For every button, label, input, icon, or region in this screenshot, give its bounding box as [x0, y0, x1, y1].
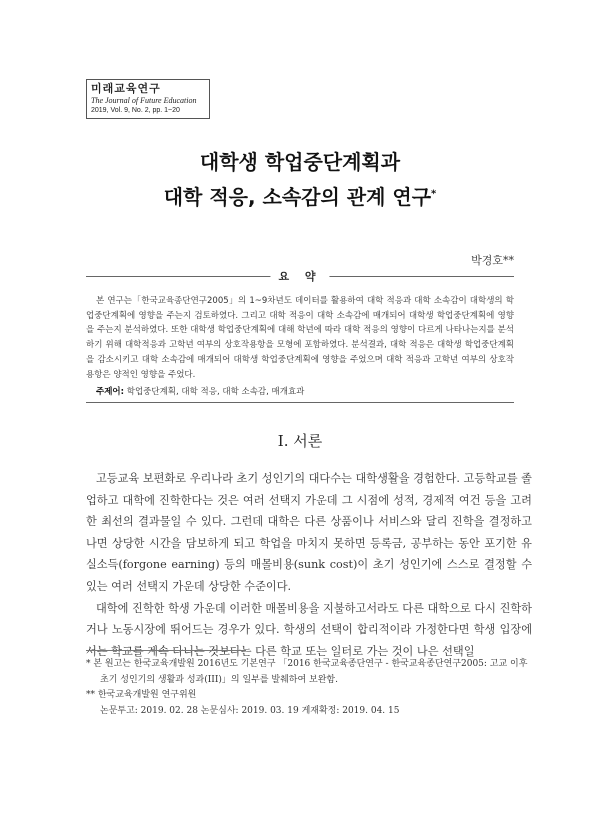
abstract-bottom-rule — [86, 402, 514, 403]
journal-name-english: The Journal of Future Education — [91, 96, 197, 105]
abstract-heading-label: 요 약 — [270, 268, 329, 284]
paper-title-line-2 — [0, 181, 600, 210]
keywords-label: 주제어: — [96, 387, 125, 397]
footnotes — [86, 657, 536, 720]
paper-title-line-2-text: 대학 적응, 소속감의 관계 연구 — [163, 185, 432, 209]
journal-name-korean: 미래교육연구 — [91, 82, 161, 95]
title-footnote-mark: * — [431, 188, 437, 200]
paper-title-line-1: 대학생 학업중단계획과 — [199, 150, 401, 174]
journal-volume-info: 2019, Vol. 9, No. 2, pp. 1~20 — [91, 107, 180, 114]
keywords-line — [96, 385, 304, 397]
body-paragraph-1: 고등교육 보편화로 우리나라 초기 성인기의 대다수는 대학생활을 경험한다. 고등학교를 졸업하고 대학에 진학한다는 것은 여러 선택지 가운데 그 시점에 성적, 경제적 여건 등을 고려한 최선의 결과물일 수 있다. 그런데 대학은 다른 상품이나 서비스와 달리 진학을 결정하고 나면 상당한 시간을 담보하게 되고 학업을 마치지 못하면 등록금, 공부하는 동안 포기한 유실소득(forgone earning) 등의 매몰비용(sunk cost)이 초기 성인기에 스스로 결정할 수 있는 여러 선택지 가운데 상당한 수준이다. — [86, 472, 532, 593]
abstract-paragraph: 본 연구는「한국교육종단연구2005」의 1~9차년도 데이터를 활용하여 대학 적응과 대학 소속감이 대학생의 학업중단계획에 영향을 주는지 검토하였다. 그리고 대학 적응이 대학 소속감에 매개되어 대학생 학업중단계획에 영향을 주는지 분석하였다. 또한 대학생 학업중단계획에 대해 학년에 따라 대학 적응의 영향이 다르게 나타나는지를 분석하기 위해 대학적응과 고학년 여부의 상호작용항을 모형에 포함하였다. 분석결과, 대학 적응은 대학생 학업중단계획을 감소시키고 대학 소속감에 매개되어 대학생 학업중단계획에 영향을 주었으며 대학 적응과 고학년 여부의 상호작용항은 양적인 영향을 주었다. — [86, 296, 514, 380]
abstract-heading — [86, 269, 514, 283]
author-name: 박경호** — [471, 254, 514, 267]
submission-dates: 논문투고: 2019. 02. 28 논문심사: 2019. 03. 19 게재확정: 2019. 04. 15 — [100, 706, 400, 717]
footnote-rule — [86, 650, 246, 651]
keywords-list: 학업중단계획, 대학 적응, 대학 소속감, 매개효과 — [126, 387, 305, 397]
section-heading: I. 서론 — [277, 432, 323, 450]
abstract-body — [86, 294, 514, 382]
footnote-2: ** 한국교육개발원 연구위원 — [86, 690, 197, 701]
footnote-1: * 본 원고는 한국교육개발원 2016년도 기본연구 「2016 한국교육종단연구 - 한국교육종단연구2005: 고교 이후 초기 성인기의 생활과 성과(III)」의 일부를 발췌하여 보완함. — [86, 659, 528, 685]
journal-masthead — [86, 79, 210, 119]
body-text — [86, 468, 532, 662]
body-paragraph-2: 대학에 진학한 학생 가운데 이러한 매몰비용을 지불하고서라도 다른 대학으로 다시 진학하거나 노동시장에 뛰어드는 경우가 있다. 학생의 선택이 합리적이라 가정한다면 학생 입장에서는 학교를 계속 다니는 것보다는 다른 학교 또는 일터로 가는 것이 나은 선택일 — [86, 601, 532, 658]
